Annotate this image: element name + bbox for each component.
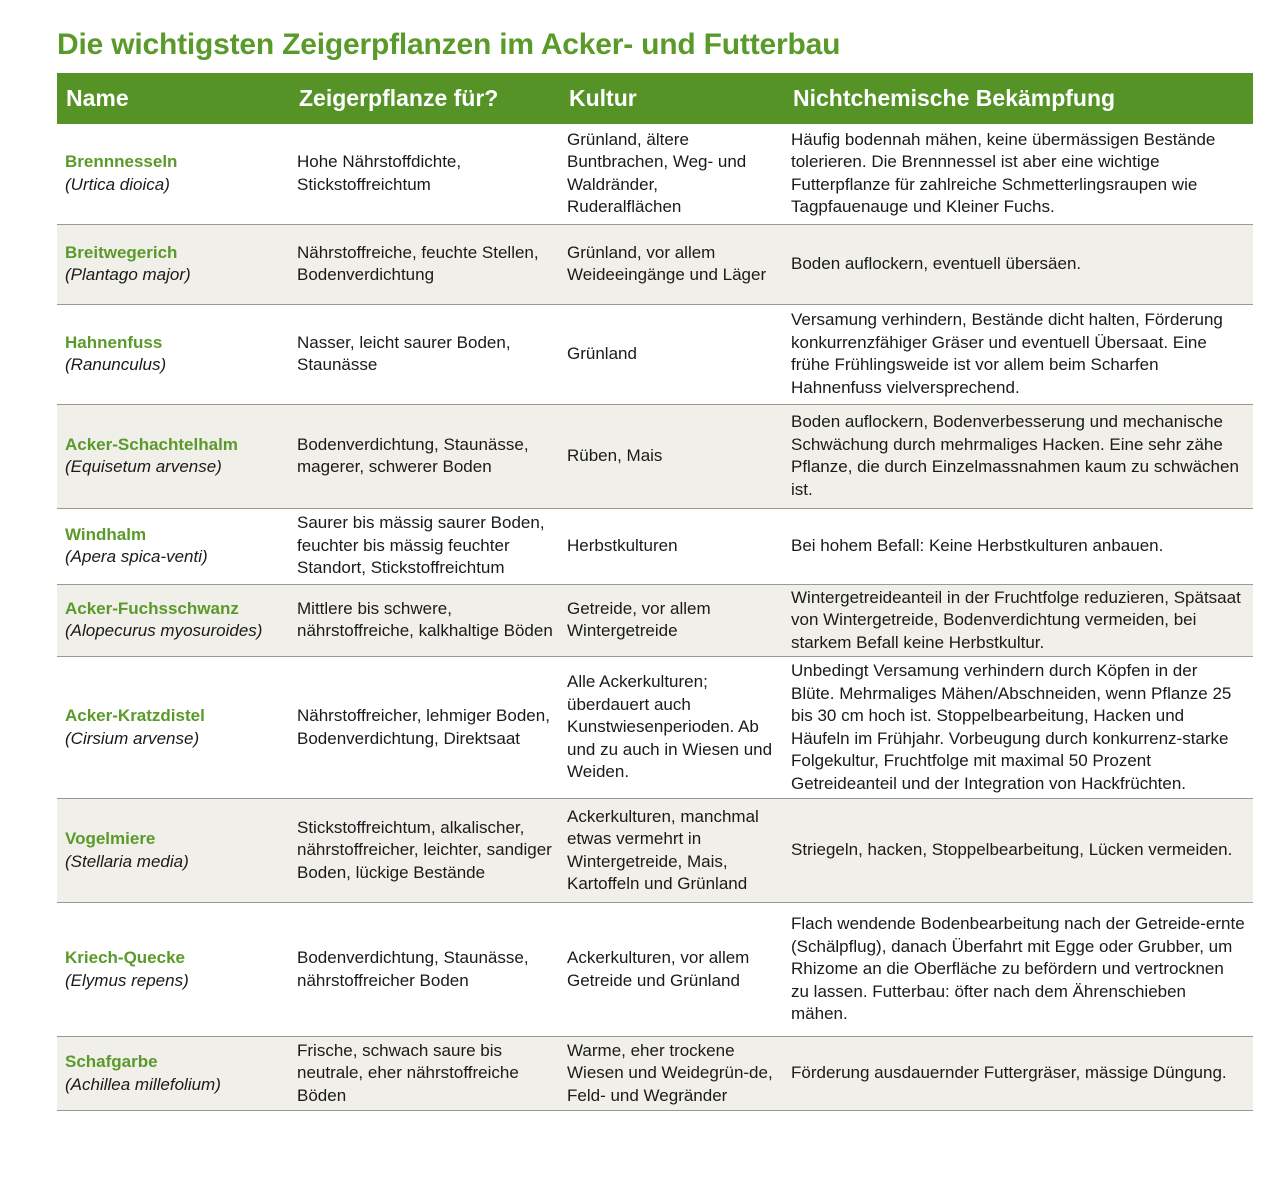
table-header [57, 73, 1253, 124]
plant-common-name: Hahnenfuss [65, 332, 163, 352]
cell-indicator: Hohe Nährstoffdichte, Stickstoffreichtum [297, 152, 462, 194]
cell-culture: Rüben, Mais [567, 445, 663, 465]
cell-control: Boden auflockern, Bodenverbesserung und mechanische Schwächung durch mehrmaliges Hacken. Eine sehr zähe Pflanze, die durch Einzelmassnahmen kaum zu schwächen ist. [791, 412, 1239, 499]
cell-plant-name [57, 584, 291, 657]
cell-indicator: Bodenverdichtung, Staunässe, magerer, schwerer Boden [297, 434, 529, 476]
plant-common-name: Vogelmiere [65, 829, 156, 848]
cell-control: Wintergetreideanteil in der Fruchtfolge reduzieren, Spätsaat von Wintergetreide, Bodenverdichtung vermeiden, bei starkem Befall keine Herbstkultur. [791, 587, 1241, 652]
cell-plant-name [57, 1037, 291, 1111]
cell-plant-name [57, 903, 291, 1037]
plant-common-name: Acker-Kratzdistel [65, 706, 205, 725]
plant-latin-name: (Achillea millefolium) [65, 1074, 221, 1094]
cell-control: Flach wendende Bodenbearbeitung nach der Getreide-ernte (Schälpflug), danach Überfahrt mit Egge oder Grubber, um Rhizome an die Oberfläche zu befördern und vertrocknen zu lassen. Futterbau: öfter nach dem Ährenschieben mähen. [791, 914, 1245, 1024]
plant-latin-name: (Stellaria media) [65, 851, 189, 871]
cell-indicator: Bodenverdichtung, Staunässe, nährstoffreicher Boden [297, 948, 529, 990]
cell-control: Unbedingt Versamung verhindern durch Köpfen in der Blüte. Mehrmaliges Mähen/Abschneiden, wenn Pflanze 25 bis 30 cm hoch ist. Stoppelbearbeitung, Hacken und Häufeln im Frühjahr. Vorbeugung durch konkurrenz-starke Folgekultur, Fruchtfolge mit maximal 50 Prozent Getreideanteil und der Integration von Hackfrüchten. [791, 661, 1232, 793]
cell-plant-name [57, 304, 291, 404]
cell-culture: Ackerkulturen, manchmal etwas vermehrt in Wintergetreide, Mais, Kartoffeln und Grünland [567, 806, 759, 893]
header-kultur: Kultur [569, 85, 637, 111]
table-row [57, 304, 1253, 404]
plant-common-name: Acker-Schachtelhalm [65, 434, 238, 454]
plant-latin-name: (Equisetum arvense) [65, 457, 222, 476]
cell-indicator: Nasser, leicht saurer Boden, Staunässe [297, 332, 511, 374]
cell-culture: Ackerkulturen, vor allem Getreide und Grünland [567, 948, 750, 990]
plant-common-name: Acker-Fuchsschwanz [65, 598, 239, 618]
cell-plant-name [57, 404, 291, 508]
header-row [57, 73, 1253, 124]
cell-plant-name [57, 799, 291, 903]
plant-latin-name: (Apera spica-venti) [65, 547, 208, 566]
header-bekaempfung: Nichtchemische Bekämpfung [793, 85, 1116, 111]
cell-indicator: Stickstoffreichtum, alkalischer, nährstoffreicher, leichter, sandiger Boden, lückige Bestände [297, 817, 552, 882]
cell-control: Boden auflockern, eventuell übersäen. [791, 253, 1082, 273]
plant-common-name: Breitwegerich [65, 242, 178, 262]
cell-control: Häufig bodennah mähen, keine übermässigen Bestände tolerieren. Die Brennnessel ist aber eine wichtige Futterpflanze für zahlreiche Schmetterlingsraupen wie Tagpfauenauge und Kleiner Fuchs. [791, 129, 1216, 217]
plant-common-name: Brennnesseln [65, 152, 178, 172]
cell-indicator: Nährstoffreiche, feuchte Stellen, Bodenverdichtung [297, 242, 539, 284]
table-row [57, 1037, 1253, 1111]
cell-control: Bei hohem Befall: Keine Herbstkulturen anbauen. [791, 535, 1164, 555]
cell-control: Striegeln, hacken, Stoppelbearbeitung, Lücken vermeiden. [791, 840, 1233, 860]
plant-latin-name: (Urtica dioica) [65, 174, 170, 194]
plant-latin-name: (Plantago major) [65, 265, 191, 284]
cell-control: Förderung ausdauernder Futtergräser, mässige Düngung. [791, 1063, 1227, 1083]
plant-latin-name: (Ranunculus) [65, 355, 167, 374]
cell-plant-name [57, 657, 291, 799]
cell-indicator: Saurer bis mässig saurer Boden, feuchter bis mässig feuchter Standort, Stickstoffreichtum [297, 513, 545, 578]
table-row [57, 903, 1253, 1037]
cell-culture: Herbstkulturen [567, 535, 678, 555]
header-name: Name [66, 85, 129, 111]
table-row [57, 657, 1253, 799]
cell-culture: Getreide, vor allem Wintergetreide [567, 598, 711, 641]
cell-indicator: Frische, schwach saure bis neutrale, eher nährstoffreiche Böden [297, 1040, 519, 1105]
cell-control: Versamung verhindern, Bestände dicht halten, Förderung konkurrenzfähiger Gräser und eventuell Übersaat. Eine frühe Frühlingsweide ist vor allem beim Scharfen Hahnenfuss vielversprechend. [791, 310, 1223, 397]
table-row [57, 124, 1253, 224]
indicator-plants-table [57, 73, 1253, 1111]
cell-culture: Warme, eher trockene Wiesen und Weidegrün-de, Feld- und Wegränder [567, 1040, 773, 1105]
plant-latin-name: (Alopecurus myosuroides) [65, 621, 263, 641]
header-zeiger: Zeigerpflanze für? [299, 85, 499, 111]
table-row [57, 224, 1253, 304]
plant-common-name: Windhalm [65, 524, 147, 544]
cell-culture: Grünland, vor allem Weideeingänge und Läger [567, 242, 767, 284]
table-row [57, 584, 1253, 657]
cell-plant-name [57, 124, 291, 224]
table-row [57, 404, 1253, 508]
table-body [57, 124, 1253, 1111]
table-row [57, 799, 1253, 903]
plant-latin-name: (Cirsium arvense) [65, 728, 200, 748]
cell-indicator: Mittlere bis schwere, nährstoffreiche, kalkhaltige Böden [297, 598, 553, 641]
cell-culture: Grünland, ältere Buntbrachen, Weg- und Waldränder, Ruderalflächen [567, 129, 747, 217]
table-row [57, 508, 1253, 584]
plant-latin-name: (Elymus repens) [65, 970, 189, 990]
plant-common-name: Kriech-Quecke [65, 948, 185, 967]
cell-indicator: Nährstoffreicher, lehmiger Boden, Bodenverdichtung, Direktsaat [297, 706, 550, 748]
plant-common-name: Schafgarbe [65, 1052, 158, 1071]
cell-plant-name [57, 508, 291, 584]
page-title: Die wichtigsten Zeigerpflanzen im Acker- und Futterbau [57, 28, 841, 61]
cell-culture: Alle Ackerkulturen; überdauert auch Kunstwiesenperioden. Ab und zu auch in Wiesen und Weiden. [567, 672, 773, 782]
cell-plant-name [57, 224, 291, 304]
cell-culture: Grünland [567, 343, 637, 363]
